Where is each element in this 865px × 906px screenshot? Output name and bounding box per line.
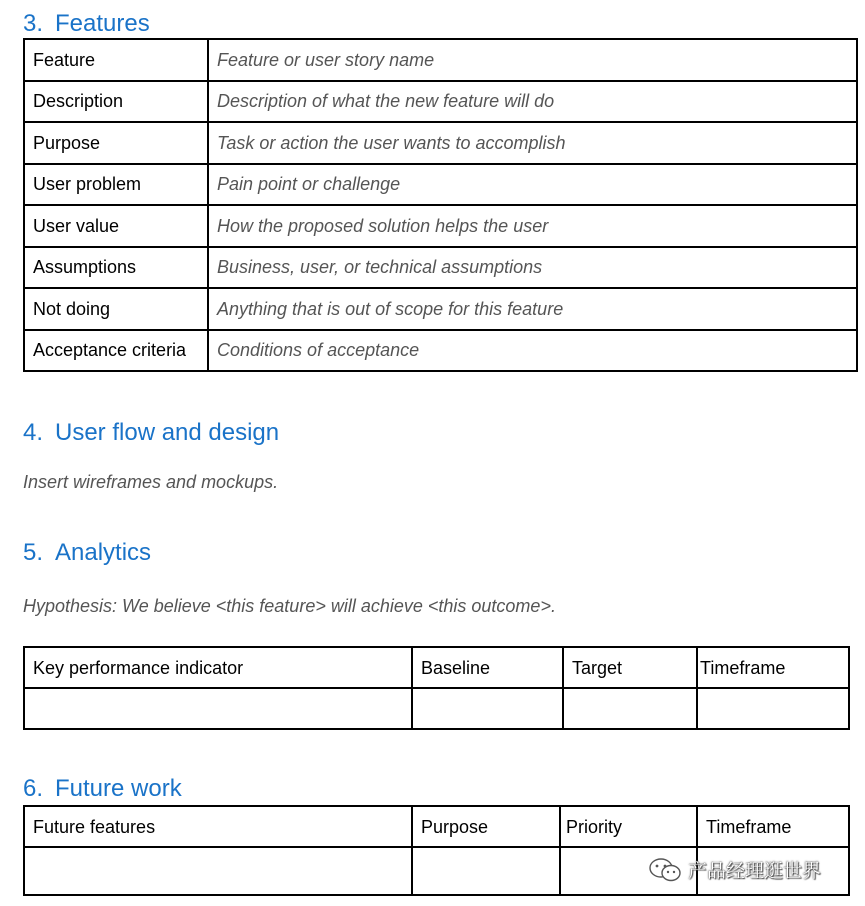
timeframe-column-header: Timeframe — [697, 806, 849, 847]
table-row — [24, 164, 857, 206]
user-flow-body: Insert wireframes and mockups. — [23, 472, 279, 492]
feature-value[interactable]: Feature or user story name — [208, 39, 857, 81]
acceptance-criteria-value[interactable]: Conditions of acceptance — [208, 330, 857, 372]
heading-text: Features — [55, 10, 150, 37]
kpi-column-header: Key performance indicator — [24, 647, 412, 688]
future-work-heading — [23, 775, 182, 803]
table-row — [24, 81, 857, 123]
features-heading — [23, 10, 150, 38]
table-row — [24, 39, 857, 81]
timeframe-column-header: Timeframe — [697, 647, 849, 688]
analytics-hypothesis: Hypothesis: We believe <this feature> will achieve <this outcome>. — [23, 596, 556, 616]
table-row — [24, 122, 857, 164]
assumptions-label: Assumptions — [24, 247, 208, 289]
watermark — [648, 856, 821, 883]
heading-number: 6. — [23, 775, 44, 802]
watermark-text: 产品经理逛世界 — [688, 860, 822, 882]
heading-text: User flow and design — [55, 419, 280, 446]
kpi-table — [23, 646, 850, 730]
heading-text: Future work — [55, 775, 182, 802]
user-problem-label: User problem — [24, 164, 208, 206]
heading-text: Analytics — [55, 539, 152, 566]
table-header-row — [24, 806, 849, 847]
acceptance-criteria-label: Acceptance criteria — [24, 330, 208, 372]
feature-label: Feature — [24, 39, 208, 81]
priority-column-header: Priority — [560, 806, 697, 847]
heading-number: 3. — [23, 10, 44, 37]
target-column-header: Target — [563, 647, 697, 688]
user-flow-heading — [23, 419, 279, 447]
timeframe-cell[interactable] — [697, 688, 849, 729]
not-doing-value[interactable]: Anything that is out of scope for this feature — [208, 288, 857, 330]
table-row — [24, 205, 857, 247]
analytics-heading — [23, 539, 151, 567]
purpose-cell[interactable] — [412, 847, 560, 895]
description-label: Description — [24, 81, 208, 123]
future-features-column-header: Future features — [24, 806, 412, 847]
not-doing-label: Not doing — [24, 288, 208, 330]
heading-number: 5. — [23, 539, 44, 566]
baseline-cell[interactable] — [412, 688, 563, 729]
assumptions-value[interactable]: Business, user, or technical assumptions — [208, 247, 857, 289]
table-header-row — [24, 647, 849, 688]
baseline-column-header: Baseline — [412, 647, 563, 688]
kpi-cell[interactable] — [24, 688, 412, 729]
features-table — [23, 38, 858, 372]
user-problem-value[interactable]: Pain point or challenge — [208, 164, 857, 206]
table-row — [24, 247, 857, 289]
purpose-column-header: Purpose — [412, 806, 560, 847]
purpose-value[interactable]: Task or action the user wants to accomplish — [208, 122, 857, 164]
target-cell[interactable] — [563, 688, 697, 729]
heading-number: 4. — [23, 419, 44, 446]
future-features-cell[interactable] — [24, 847, 412, 895]
description-value[interactable]: Description of what the new feature will do — [208, 81, 857, 123]
wechat-icon — [648, 857, 682, 883]
table-row — [24, 330, 857, 372]
user-value-label: User value — [24, 205, 208, 247]
user-value-value[interactable]: How the proposed solution helps the user — [208, 205, 857, 247]
purpose-label: Purpose — [24, 122, 208, 164]
table-row — [24, 688, 849, 729]
table-row — [24, 288, 857, 330]
